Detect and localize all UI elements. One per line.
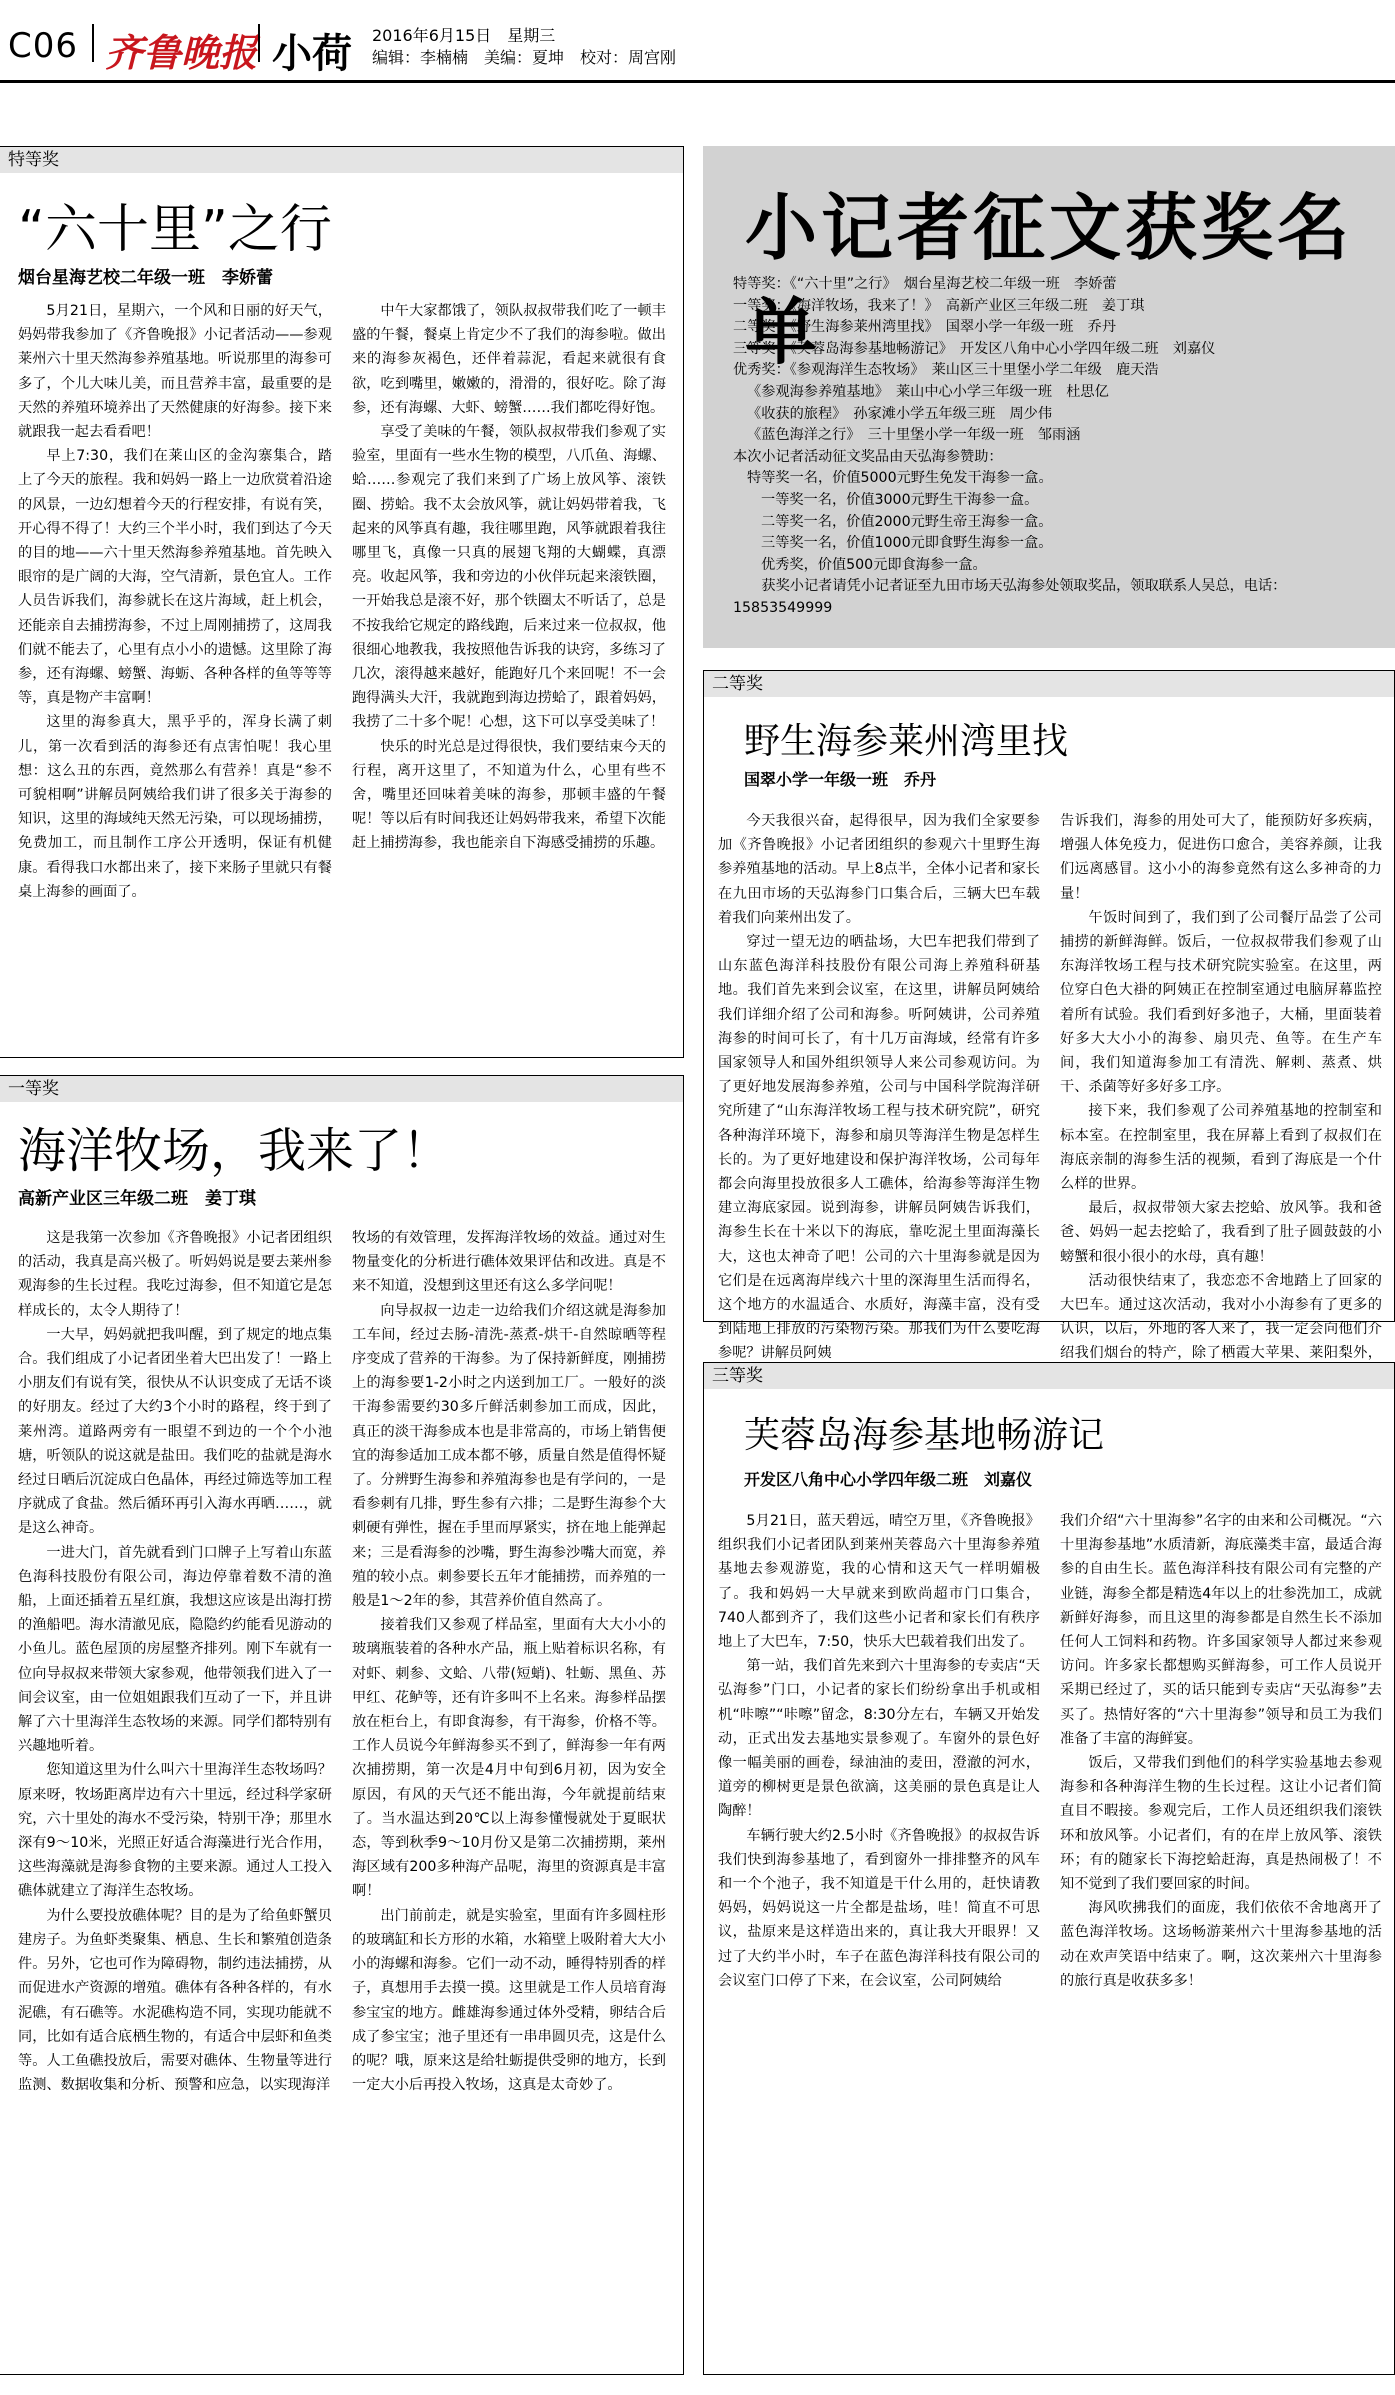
paragraph: 快乐的时光总是过得很快，我们要结束今天的行程，离开这里了，不知道为什么，心里有些不舍，嘴里还回味着美味的海参，那顿丰盛的午餐呢！等以后有时间我还让妈妈带我来，希望下次能赶上捕捞海参，我也能亲自下海感受捕捞的乐趣。 xyxy=(352,738,666,852)
paragraph: 午饭时间到了，我们到了公司餐厅品尝了公司捕捞的新鲜海鲜。饭后，一位叔叔带我们参观了山东海洋牧场工程与技术研究院实验室。在这里，两位穿白色大褂的阿姨正在控制室通过电脑屏幕监控着所有试验。我们看到好多池子，大桶，里面装着好多大大小小的海参、扇贝壳、鱼等。在生产车间，我们知道海参加工有清洗、解刺、蒸煮、烘干、杀菌等好多好多工序。 xyxy=(1060,909,1382,1096)
article-title: 野生海参莱州湾里找 xyxy=(744,721,1069,762)
paragraph: 接下来，我们参观了公司养殖基地的控制室和标本室。在控制室里，我在屏幕上看到了叔叔们在海底亲制的海参生活的视频，看到了海底是一个什么样的世界。 xyxy=(1060,1103,1382,1193)
award-line: 获奖小记者请凭小记者证至九田市场天弘海参处领取奖品，领取联系人吴总，电话：15853549999 xyxy=(733,578,1287,616)
award-line: 《收获的旅程》 孙家滩小学五年级三班 周少伟 xyxy=(747,405,1053,422)
article-title: “六十里”之行 xyxy=(18,200,332,260)
body-column-2 xyxy=(352,299,666,1044)
article-first-prize xyxy=(0,1075,684,2375)
article-body xyxy=(718,1509,1382,2359)
newspaper-logo: 齐鲁晚报 xyxy=(105,30,258,75)
body-column-2 xyxy=(352,1226,666,2366)
paragraph: 5月21日，蓝天碧远，晴空万里，《齐鲁晚报》组织我们小记者团队到莱州芙蓉岛六十里海参养殖基地去参观游览，我的心情和这天气一样明媚极了。我和妈妈一大早就来到欧尚超市门口集合，740人都到齐了，我们这些小记者和家长们有秩序地上了大巴车，7:50，快乐大巴载着我们出发了。 xyxy=(718,1513,1040,1651)
prize-tag: 二等奖 xyxy=(704,671,1394,697)
article-byline: 烟台星海艺校二年级一班 李娇蕾 xyxy=(18,268,273,288)
article-title: 芙蓉岛海参基地畅游记 xyxy=(744,1415,1105,1456)
award-line: 二等奖：《野生海参莱州湾里找》 国翠小学一年级一班 乔丹 xyxy=(733,319,1117,336)
award-line: 三等奖：《芙蓉岛海参基地畅游记》 开发区八角中心小学四年级二班 刘嘉仪 xyxy=(733,340,1216,357)
award-line: 本次小记者活动征文奖品由天弘海参赞助： xyxy=(733,448,1003,465)
article-byline: 高新产业区三年级二班 姜丁琪 xyxy=(18,1189,256,1209)
paragraph: 车辆行驶大约2.5小时《齐鲁晚报》的叔叔告诉我们快到海参基地了，看到窗外一排排整齐的风车和一个个池子，我不知道是干什么用的，赶快请教妈妈，妈妈说这一片全都是盐场，哇！简直不可思议，盐原来是这样造出来的，真让我大开眼界！又过了大约半小时，车子在蓝色海洋科技有限公司的会议室门口停了下来，在会议室，公司阿姨给 xyxy=(718,1827,1040,1989)
paragraph: 这里的海参真大，黑乎乎的，浑身长满了刺儿，第一次看到活的海参还有点害怕呢！我心里想：这么丑的东西，竟然那么有营养！真是“参不可貌相啊”讲解员阿姨给我们讲了很多关于海参的知识，这里的海域纯天然无污染，可以现场捕捞，免费加工，而且制作工序公开透明，保证有机健康。看得我口水都出来了，接下来肠子里就只有餐桌上海参的画面了。 xyxy=(18,714,332,900)
paragraph: 一大早，妈妈就把我叫醒，到了规定的地点集合。我们组成了小记者团坐着大巴出发了！一路上小朋友们有说有笑，很快从不认识变成了无话不谈的好朋友。经过了大约3个小时的路程，终于到了莱州湾。道路两旁有一眼望不到边的一个个小池塘，听领队的说这就是盐田。我们吃的盐就是海水经过日晒后沉淀成白色晶体，再经过筛选等加工程序就成了食盐。然后循环再引入海水再晒……，就是这么神奇。 xyxy=(18,1326,332,1537)
paragraph: 活动很快结束了，我恋恋不舍地踏上了回家的大巴车。通过这次活动，我对小小海参有了更多的认识，以后，外地的客人来了，我一定会向他们介绍我们烟台的特产，除了栖霞大苹果、莱阳梨外， xyxy=(1060,1272,1382,1362)
masthead-divider xyxy=(92,24,94,62)
paragraph: 告诉我们，海参的用处可大了，能预防好多疾病，增强人体免疫力，促进伤口愈合，美容养颜，让我们远离感冒。这小小的海参竟然有这么多神奇的力量！ xyxy=(1060,813,1382,902)
column-name: 小荷 xyxy=(272,30,352,77)
body-column-2 xyxy=(1060,809,1382,1362)
paragraph: 最后，叔叔带领大家去挖蛤、放风筝。我和爸爸、妈妈一起去挖蛤了，我看到了肚子圆鼓鼓的小螃蟹和很小很小的水母，真有趣！ xyxy=(1060,1200,1382,1265)
award-line: 特等奖一名，价值5000元野生免发干海参一盒。 xyxy=(747,470,1053,487)
award-list xyxy=(733,274,1373,620)
article-body xyxy=(18,299,668,1044)
award-line: 二等奖一名，价值2000元野生帝王海参一盒。 xyxy=(761,513,1053,530)
article-title: 海洋牧场，我来了！ xyxy=(18,1123,451,1179)
article-third-prize xyxy=(703,1362,1395,2375)
article-byline: 开发区八角中心小学四年级二班 刘嘉仪 xyxy=(744,1470,1033,1489)
prize-tag: 三等奖 xyxy=(704,1363,1394,1389)
paragraph: 穿过一望无边的晒盐场，大巴车把我们带到了山东蓝色海洋科技股份有限公司海上养殖科研基地。我们首先来到会议室，在这里，讲解员阿姨给我们详细介绍了公司和海参。听阿姨讲，公司养殖海参的时间可长了，有十几万亩海域，经常有许多国家领导人和国外组织领导人来公司参观访问。为了更好地发展海参养殖，公司与中国科学院海洋研究所建了“山东海洋牧场工程与技术研究院”，研究各种海洋环境下，海参和扇贝等海洋生物是怎样生长的。为了更好地建设和保护海洋牧场，公司每年都会向海里投放很多人工礁体，给海参等海洋生物建立海底家园。说到海参，讲解员阿姨告诉我们，海参生长在十米以下的海底，靠吃泥土里面海藻长大，这也太神奇了吧！公司的六十里海参就是因为它们是在远离海岸线六十里的深海里生活而得名，这个地方的水温适合、水质好，海藻丰富，没有受到陆地上排放的污染物污染。那我们为什么要吃海参呢？讲解员阿姨 xyxy=(718,934,1040,1362)
paragraph: 5月21日，星期六，一个风和日丽的好天气，妈妈带我参加了《齐鲁晚报》小记者活动——参观莱州六十里天然海参养殖基地。听说那里的海参可多了，个儿大味儿美，而且营养丰富，最重要的是天然的养殖环境养出了天然健康的好海参。接下来就跟我一起去看看吧！ xyxy=(18,303,332,441)
award-line: 特等奖：《“六十里”之行》 烟台星海艺校二年级一班 李娇蕾 xyxy=(733,276,1117,292)
prize-tag: 一等奖 xyxy=(0,1076,683,1102)
article-second-prize xyxy=(703,670,1395,1362)
award-line: 《蓝色海洋之行》 三十里堡小学一年级一班 邹雨涵 xyxy=(747,427,1081,444)
paragraph: 接着我们又参观了样品室，里面有大大小小的玻璃瓶装着的各种水产品，瓶上贴着标识名称，有对虾、刺参、文蛤、八带(短蛸)、牡蛎、黑鱼、苏甲红、花鲈等，还有许多叫不上名来。海参样品摆放在柜台上，有即食海参，有干海参，价格不等。工作人员说今年鲜海参买不到了，鲜海参一年有两次捕捞期，第一次是4月中旬到6月初，因为安全原因，有风的天气还不能出海，今年就提前结束了。当水温达到20℃以上海参懂慢就处于夏眠状态，等到秋季9～10月份又是第二次捕捞期，莱州海区域有200多种海产品呢，海里的资源真是丰富啊！ xyxy=(352,1617,666,1900)
award-list-title: 小记者征文获奖名单 xyxy=(745,186,1354,374)
prize-tag: 特等奖 xyxy=(0,147,683,173)
award-line: 三等奖一名，价值1000元即食野生海参一盒。 xyxy=(761,535,1053,552)
body-column-1 xyxy=(18,299,332,1044)
award-line: 一等奖一名，价值3000元野生干海参一盒。 xyxy=(761,491,1039,508)
award-list-panel xyxy=(703,146,1395,648)
paragraph: 海风吹拂我们的面庞，我们依依不舍地离开了蓝色海洋牧场。这场畅游莱州六十里海参基地的活动在欢声笑语中结束了。啊，这次莱州六十里海参的旅行真是收获多多！ xyxy=(1060,1900,1382,1989)
article-body xyxy=(718,809,1382,1362)
body-column-1 xyxy=(18,1226,332,2366)
article-special-prize xyxy=(0,146,684,1058)
paragraph: 饭后，又带我们到他们的科学实验基地去参观海参和各种海洋生物的生长过程。这让小记者们简直目不暇接。参观完后，工作人员还组织我们滚铁环和放风筝。小记者们，有的在岸上放风筝、滚铁环；有的随家长下海挖蛤赶海，真是热闹极了！不知不觉到了我们要回家的时间。 xyxy=(1060,1755,1382,1893)
page-number: C06 xyxy=(8,26,79,66)
date-line: 2016年6月15日 星期三 xyxy=(372,26,556,45)
award-line: 《参观海参养殖基地》 莱山中心小学三年级一班 杜思亿 xyxy=(747,383,1109,400)
award-line: 优秀奖，价值500元即食海参一盒。 xyxy=(761,556,987,573)
paragraph: 出门前前走，就是实验室，里面有许多圆柱形的玻璃缸和长方形的水箱，水箱壁上吸附着大大小小的海螺和海参。它们一动不动，睡得特别香的样子，真想用手去摸一摸。这里就是工作人员培育海参宝宝的地方。雌雄海参通过体外受精，卵结合后成了参宝宝；池子里还有一串串圆贝壳，这是什么的呢？哦，原来这是给牡蛎提供受卵的地方，长到一定大小后再投入牧场，这真是太奇妙了。 xyxy=(352,1907,666,2094)
paragraph: 中午大家都饿了，领队叔叔带我们吃了一顿丰盛的午餐，餐桌上肯定少不了我们的海参啦。做出来的海参灰褐色，还伴着蒜泥，看起来就很有食欲，吃到嘴里，嫩嫩的，滑滑的，很好吃。除了海参，还有海螺、大虾、螃蟹……我们都吃得好饱。 xyxy=(352,303,666,416)
paragraph: 为什么要投放礁体呢？目的是为了给鱼虾蟹贝建房子。为鱼虾类聚集、栖息、生长和繁殖创造条件。另外，它也可作为障碍物，制约违法捕捞，从而促进水产资源的增殖。礁体有各种各样的，有水泥礁，有石礁等。水泥礁构造不同，实现功能就不同，比如有适合底栖生物的，有适合中层虾和鱼类等。人工鱼礁投放后，需要对礁体、生物量等进行监测、数据收集和分析、预警和应急，以实现海洋 xyxy=(18,1907,332,2094)
body-column-1 xyxy=(718,1509,1040,2359)
paragraph: 这是我第一次参加《齐鲁晚报》小记者团组织的活动，我真是高兴极了。听妈妈说是要去莱州参观海参的生长过程。我吃过海参，但不知道它是怎样成长的，太令人期待了！ xyxy=(18,1230,332,1319)
editor-line: 编辑：李楠楠 美编：夏坤 校对：周宫刚 xyxy=(372,48,677,67)
paragraph: 您知道这里为什么叫六十里海洋生态牧场吗？原来呀，牧场距离岸边有六十里远，经过科学家研究，六十里处的海水不受污染，特别干净；那里水深有9～10米，光照正好适合海藻进行光合作用，这些海藻就是海参食物的主要来源。通过人工投入礁体就建立了海洋生态牧场。 xyxy=(18,1762,332,1900)
article-byline: 国翠小学一年级一班 乔丹 xyxy=(744,770,937,789)
paragraph: 享受了美味的午餐，领队叔叔带我们参观了实验室，里面有一些水生物的模型，八爪鱼、海螺、蛤……参观完了我们来到了广场上放风筝、滚铁圈、捞蛤。我不太会放风筝，就让妈妈带着我，飞起来的风筝真有趣，我往哪里跑，风筝就跟着我往哪里飞，真像一只真的展翅飞翔的大蝴蝶，真漂亮。收起风筝，我和旁边的小伙伴玩起来滚铁圈，一开始我总是滚不好，那个铁圈太不听话了，总是不按我给它规定的路线跑，后来过来一位叔叔，他很细心地教我，我按照他告诉我的诀窍，多练习了几次，滚得越来越好，能跑好几个来回呢！不一会跑得满头大汗，我就跑到海边捞蛤了，跟着妈妈，我捞了二十多个呢！心想，这下可以享受美味了！ xyxy=(352,424,666,731)
paragraph: 向导叔叔一边走一边给我们介绍这就是海参加工车间，经过去肠-清洗-蒸煮-烘干-自然晾晒等程序变成了营养的干海参。为了保持新鲜度，刚捕捞上的海参要1-2小时之内送到加工厂。一般好的淡干海参需要约30多斤鲜活刺参加工而成，因此，真正的淡干海参成本也是非常高的，市场上销售便宜的海参适加工成本都不够，质量自然是值得怀疑了。分辨野生海参和养殖海参也是有学问的，一是看参刺有几排，野生参有六排；二是野生海参个大刺硬有弹性，握在手里而厚紧实，挤在地上能弹起来；三是看海参的沙嘴，野生海参沙嘴大而宽，养殖的较小点。刺参要长五年才能捕捞，而养殖的一般是1～2年的参，其营养价值自然高了。 xyxy=(352,1302,666,1610)
award-line: 优秀奖：《参观海洋生态牧场》 莱山区三十里堡小学二年级 鹿天浩 xyxy=(733,362,1159,379)
paragraph: 一进大门，首先就看到门口牌子上写着山东蓝色海科技股份有限公司，海边停靠着数不清的渔船，上面还插着五星红旗，我想这应该是出海打捞的渔船吧。海水清澈见底，隐隐约约能看见游动的小鱼儿。蓝色屋顶的房屋整齐排列。刚下车就有一位向导叔叔来带领大家参观，他带领我们进入了一间会议室，由一位姐姐跟我们互动了一下，并且讲解了六十里海洋生态牧场的来源。同学们都特别有兴趣地听着。 xyxy=(18,1544,332,1755)
paragraph: 第一站，我们首先来到六十里海参的专卖店“天弘海参”门口，小记者的家长们纷纷拿出手机或相机“咔嚓”“咔嚓”留念，8:30分左右，车辆又开始发动，正式出发去基地实景参观了。车窗外的景色好像一幅美丽的画卷，绿油油的麦田，澄澈的河水，道旁的柳树更是景色欲滴，这美丽的景色真是让人陶醉！ xyxy=(718,1658,1040,1820)
article-body xyxy=(18,1226,668,2366)
paragraph: 牧场的有效管理，发挥海洋牧场的效益。通过对生物量变化的分析进行礁体效果评估和改进。真是不来不知道，没想到这里还有这么多学问呢！ xyxy=(352,1230,666,1295)
paragraph: 我们介绍“六十里海参”名字的由来和公司概况。“六十里海参基地”水质清新，海底藻类丰富，最适合海参的自由生长。蓝色海洋科技有限公司有完整的产业链，海参全都是精选4年以上的壮参洗加工，成就新鲜好海参，而且这里的海参都是自然生长不添加任何人工饲料和药物。许多国家领导人都过来参观访问。许多家长都想购买鲜海参，可工作人员说开采期已经过了，买的话只能到专卖店“天弘海参”去买了。热情好客的“六十里海参”领导和员工为我们准备了丰富的海鲜宴。 xyxy=(1060,1513,1382,1747)
masthead-rule xyxy=(0,80,1395,83)
paragraph: 今天我很兴奋，起得很早，因为我们全家要参加《齐鲁晚报》小记者团组织的参观六十里野生海参养殖基地的活动。早上8点半，全体小记者和家长在九田市场的天弘海参门口集合后，三辆大巴车载着我们向莱州出发了。 xyxy=(718,813,1040,926)
award-line: 一等奖：《海洋牧场，我来了！》 高新产业区三年级二班 姜丁琪 xyxy=(733,297,1145,314)
paragraph: 早上7:30，我们在莱山区的金沟寨集合，踏上了今天的旅程。我和妈妈一路上一边欣赏着沿途的风景，一边幻想着今天的行程安排，有说有笑，开心得不得了！大约三个半小时，我们到达了今天的目的地——六十里天然海参养殖基地。首先映入眼帘的是广阔的大海，空气清新，景色宜人。工作人员告诉我们，海参就长在这片海域，赶上机会，还能亲自去捕捞海参，不过上周刚捕捞了，这周我们就不能去了，心里有点小小的遗憾。这里除了海参，还有海螺、螃蟹、海蛎、各种各样的鱼等等等等，真是物产丰富啊！ xyxy=(18,448,332,707)
body-column-1 xyxy=(718,809,1040,1362)
body-column-2 xyxy=(1060,1509,1382,2359)
masthead-divider xyxy=(258,24,260,62)
